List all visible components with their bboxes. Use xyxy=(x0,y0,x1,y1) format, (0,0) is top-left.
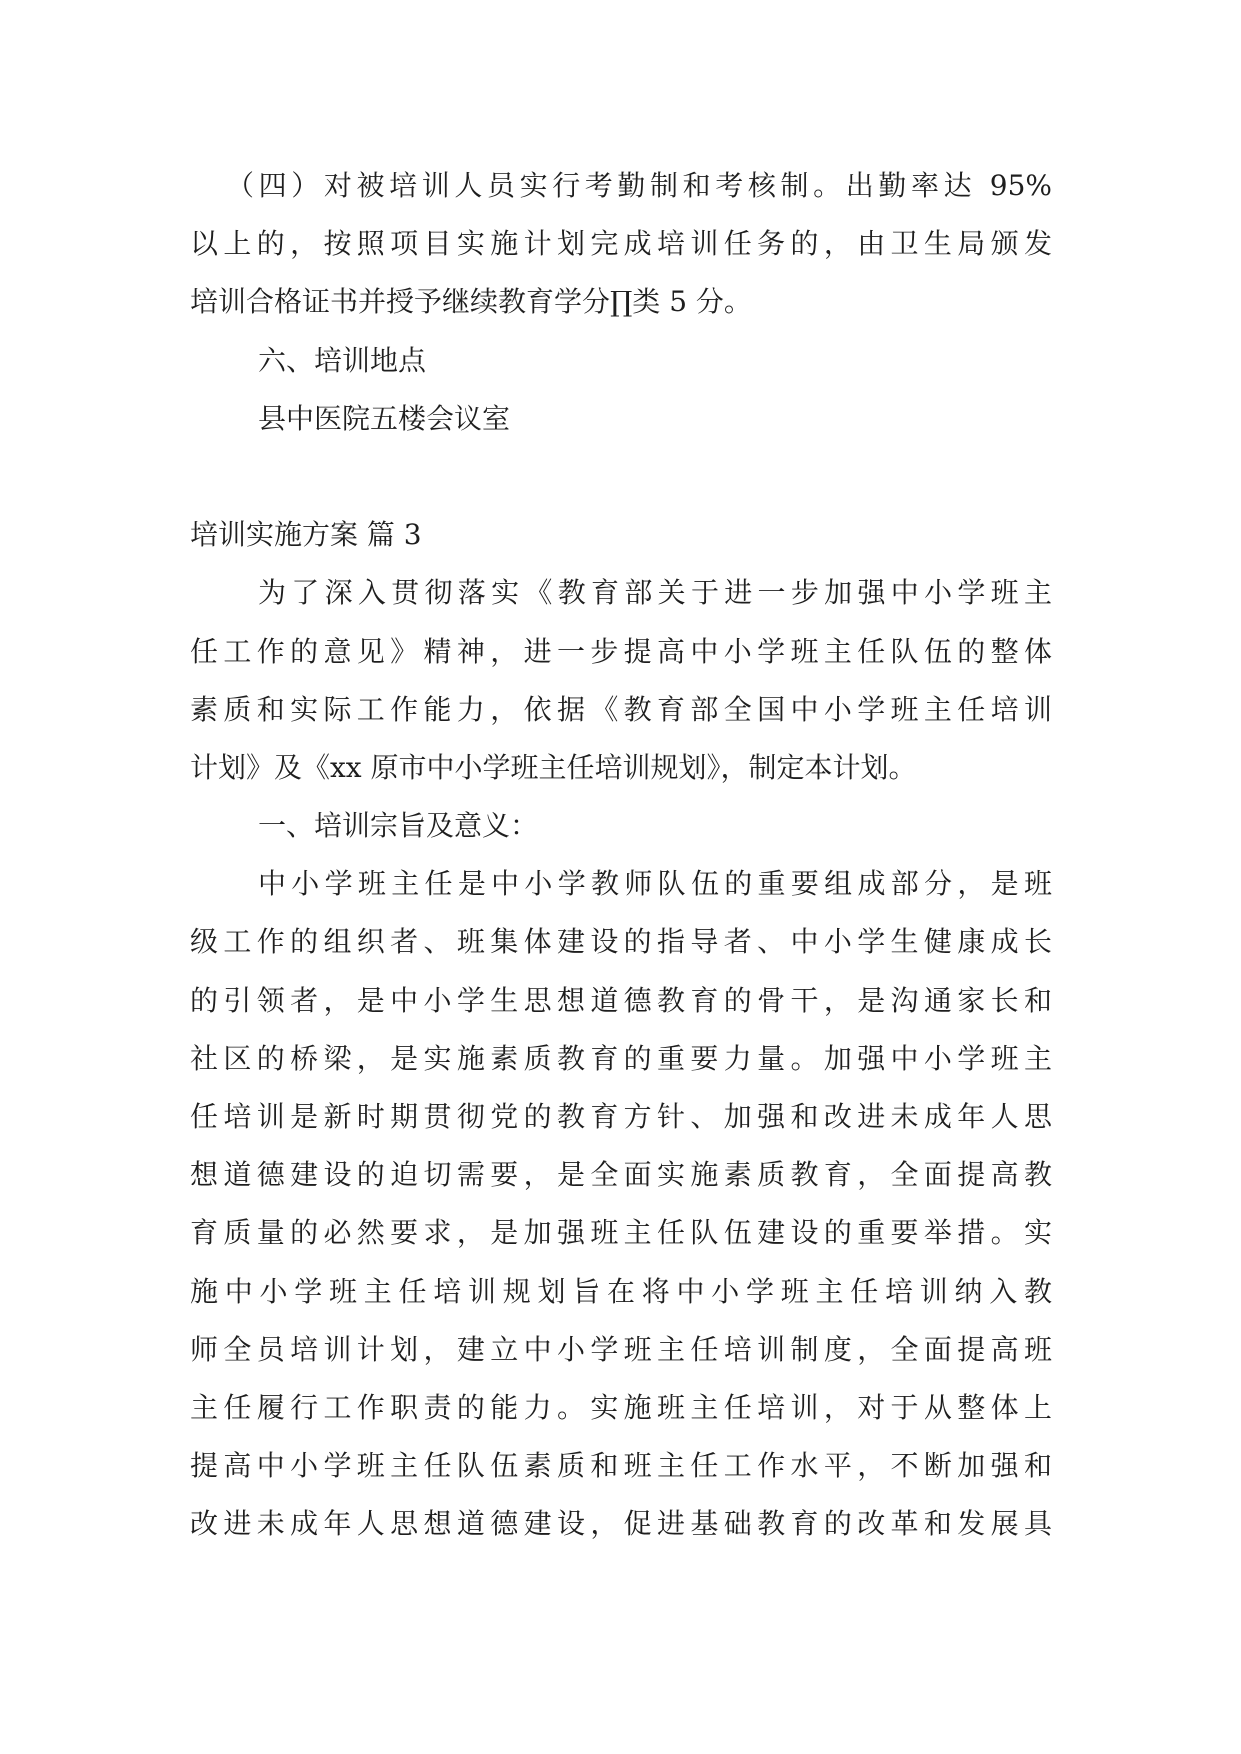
text-line: 育质量的必然要求，是加强班主任队伍建设的重要举措。实 xyxy=(190,1216,1052,1250)
text-line: 提高中小学班主任队伍素质和班主任工作水平，不断加强和 xyxy=(190,1449,1052,1483)
text-line: 师全员培训计划，建立中小学班主任培训制度，全面提高班 xyxy=(190,1332,1052,1366)
text-line: 改进未成年人思想道德建设，促进基础教育的改革和发展具 xyxy=(190,1507,1052,1541)
paragraph-purpose-heading xyxy=(190,797,1052,855)
text-line: 六、培训地点 xyxy=(258,343,427,377)
text-line: 主任履行工作职责的能力。实施班主任培训，对于从整体上 xyxy=(190,1390,1052,1424)
paragraph-assessment xyxy=(190,157,1052,332)
text-line: 想道德建设的迫切需要，是全面实施素质教育，全面提高教 xyxy=(190,1158,1052,1192)
paragraph-intro xyxy=(190,564,1052,797)
text-line: （四）对被培训人员实行考勤制和考核制。出勤率达 95% xyxy=(226,169,1052,202)
blank-line xyxy=(190,448,1052,506)
document-body xyxy=(190,157,1052,1554)
text-line: 以上的，按照项目实施计划完成培训任务的，由卫生局颁发 xyxy=(190,227,1052,261)
paragraph-location xyxy=(190,390,1052,448)
text-line: 任培训是新时期贯彻党的教育方针、加强和改进未成年人思 xyxy=(190,1100,1052,1133)
text-line: 计划》及《xx 原市中小学班主任培训规划》，制定本计划。 xyxy=(190,750,917,784)
text-line: 县中医院五楼会议室 xyxy=(258,401,511,435)
text-line: 一、培训宗旨及意义： xyxy=(258,809,539,843)
text-line: 中小学班主任是中小学教师队伍的重要组成部分，是班 xyxy=(258,867,1052,901)
text-line: 级工作的组织者、班集体建设的指导者、中小学生健康成长 xyxy=(190,925,1052,959)
text-line: 为了深入贯彻落实《教育部关于进一步加强中小学班主 xyxy=(258,576,1052,610)
text-line: 任工作的意见》精神，进一步提高中小学班主任队伍的整体 xyxy=(190,634,1052,668)
text-line: 素质和实际工作能力，依据《教育部全国中小学班主任培训 xyxy=(190,692,1052,726)
text-line: 施中小学班主任培训规划旨在将中小学班主任培训纳入教 xyxy=(190,1274,1052,1308)
text-line: 培训合格证书并授予继续教育学分∏类 5 分。 xyxy=(190,285,752,319)
text-line: 的引领者，是中小学生思想道德教育的骨干，是沟通家长和 xyxy=(190,983,1052,1017)
section-heading: 培训实施方案 篇 3 xyxy=(190,518,422,552)
text-line: 社区的桥梁，是实施素质教育的重要力量。加强中小学班主 xyxy=(190,1041,1052,1075)
paragraph-purpose xyxy=(190,855,1052,1553)
paragraph-location-heading xyxy=(190,332,1052,390)
